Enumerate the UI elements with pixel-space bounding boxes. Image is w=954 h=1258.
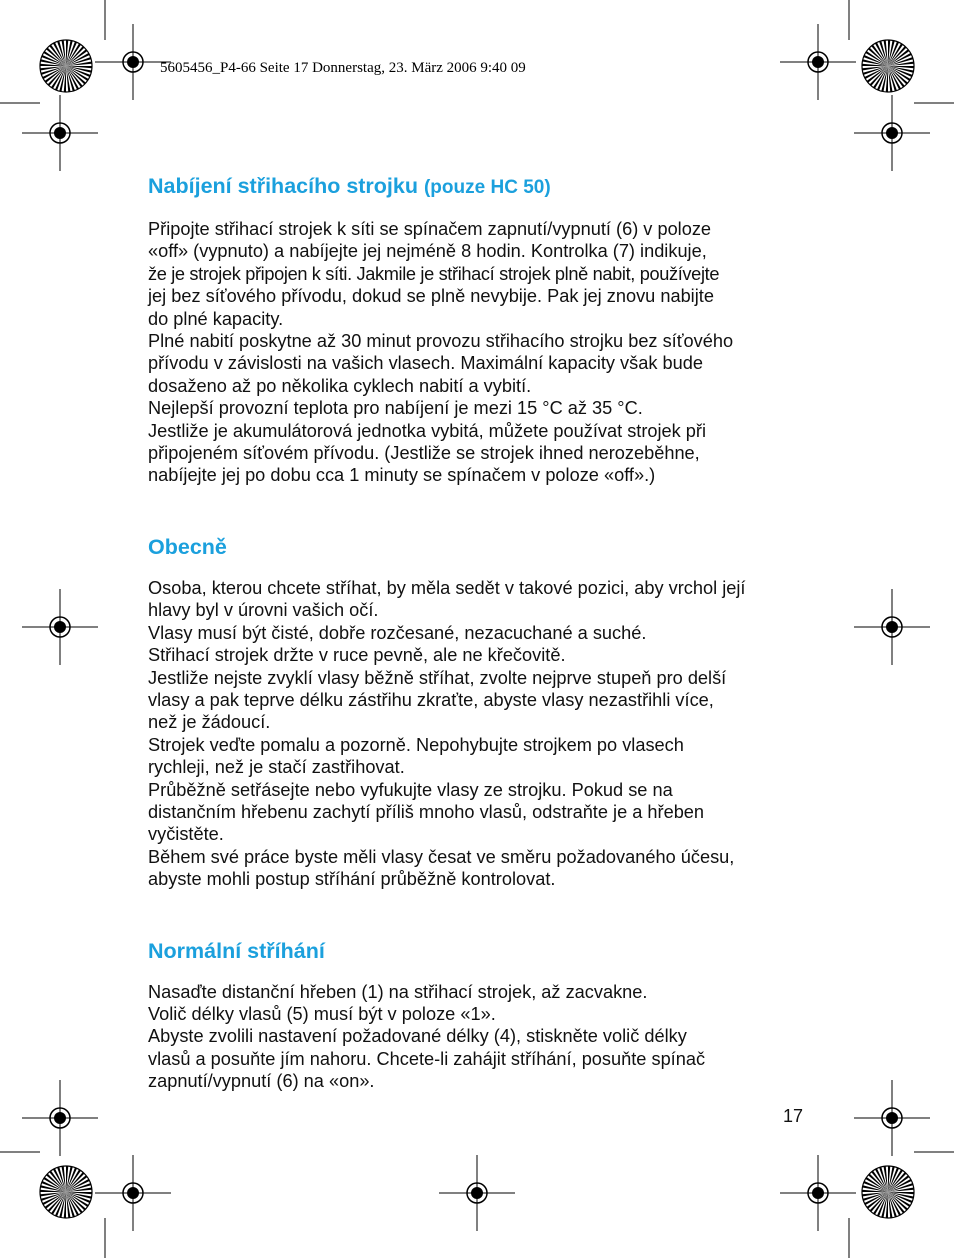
heading-text: Nabíjení střihacího strojku [148,174,418,198]
heading-text: Normální stříhání [148,938,325,963]
text-line: Plné nabití poskytne až 30 minut provozu střihacího strojku bez síťového [148,331,734,352]
starburst-ray [64,66,66,92]
starburst-ray [66,40,68,66]
text-line: Jestliže je akumulátorová jednotka vybitá, můžete používat strojek při [148,420,707,441]
section-body-normal-cutting [148,981,818,1093]
text-line: vyčistěte. [148,824,224,845]
text-line: do plné kapacity. [148,308,284,329]
starburst-ray [888,66,914,68]
text-line: abyste mohli postup stříhání průběžně kontrolovat. [148,869,556,890]
page-number: 17 [783,1106,804,1126]
heading-text: Obecně [148,534,227,559]
section-normal-cutting [148,937,818,1093]
starburst-ray [862,1190,888,1192]
starburst-ray [66,1192,92,1194]
text-line: hlavy byl v úrovni vašich očí. [148,600,379,621]
text-line: Průběžně setřásejte nebo vyfukujte vlasy ze strojku. Pokud se na [148,779,673,800]
text-line: Volič délky vlasů (5) musí být v poloze «1». [148,1003,496,1024]
starburst-ray [66,1166,68,1192]
section-general [148,533,818,891]
text-line: Strojek veďte pomalu a pozorně. Nepohybujte strojkem po vlasech [148,734,684,755]
section-heading-normal-cutting [148,937,818,965]
text-line: vlasů a posuňte jím nahoru. Chcete-li zahájit stříhání, posuňte spínač [148,1048,706,1069]
starburst-ray [886,1192,888,1218]
text-line: Nasaďte distanční hřeben (1) na střihací strojek, až zacvakne. [148,981,648,1002]
text-line: dosaženo až po několika cyklech nabití a vybití. [148,375,532,396]
text-line: jej bez síťového přívodu, dokud se plně nevybije. Pak jej znovu nabijte [148,286,714,307]
manual-page-content [148,172,818,1093]
text-line: Připojte střihací strojek k síti se spínačem zapnutí/vypnutí (6) v poloze [148,219,712,239]
section-heading-charging [148,172,818,202]
text-line: Nejlepší provozní teplota pro nabíjení je mezi 15 °C až 35 °C. [148,398,643,419]
starburst-ray [64,1192,66,1218]
starburst-ray [888,1192,914,1194]
starburst-ray [862,64,888,66]
text-line: zapnutí/vypnutí (6) na «on». [148,1071,375,1092]
text-line: než je žádoucí. [148,712,271,733]
starburst-ray [66,66,92,68]
section-body-general [148,577,818,891]
starburst-ray [888,1166,890,1192]
section-charging [148,172,818,487]
text-line: vlasy a pak teprve délku zástřihu zkraťte, abyste vlasy nezastřihli více, [148,689,714,710]
text-line: Vlasy musí být čisté, dobře rozčesané, nezacuchané a suché. [148,622,647,643]
text-line: Osoba, kterou chcete stříhat, by měla sedět v takové pozici, aby vrchol její [148,577,746,598]
text-line: že je strojek připojen k síti. Jakmile je střihací strojek plně nabit, používejte [148,263,720,284]
text-line: Střihací strojek držte v ruce pevně, ale ne křečovitě. [148,645,566,666]
text-line: Jestliže nejste zvyklí vlasy běžně stříhat, zvolte nejprve stupeň pro delší [148,667,727,688]
heading-model-note: (pouze HC 50) [423,177,551,198]
starburst-ray [888,40,890,66]
text-line: Abyste zvolili nastavení požadované délky (4), stiskněte volič délky [148,1026,687,1047]
starburst-ray [40,64,66,66]
section-heading-general [148,533,818,561]
text-line: rychleji, než je stačí zastřihovat. [148,757,405,778]
text-line: Během své práce byste měli vlasy česat ve směru požadovaného účesu, [148,846,735,867]
print-slug-line: 5605456_P4-66 Seite 17 Donnerstag, 23. März 2006 9:40 09 [160,60,526,76]
starburst-ray [886,66,888,92]
text-line: přívodu v závislosti na vašich vlasech. Maximální kapacity však bude [148,353,703,374]
text-line: připojeném síťovém přívodu. (Jestliže se strojek ihned nerozeběhne, [148,443,700,464]
text-line: nabíjejte jej po dobu cca 1 minuty se spínačem v poloze «off».) [148,465,656,486]
section-body-charging [148,218,818,487]
text-line: distančním hřebenu zachytí příliš mnoho vlasů, odstraňte je a hřeben [148,801,705,822]
starburst-ray [40,1190,66,1192]
text-line: «off» (vypnuto) a nabíjejte jej nejméně 8 hodin. Kontrolka (7) indikuje, [148,241,707,262]
